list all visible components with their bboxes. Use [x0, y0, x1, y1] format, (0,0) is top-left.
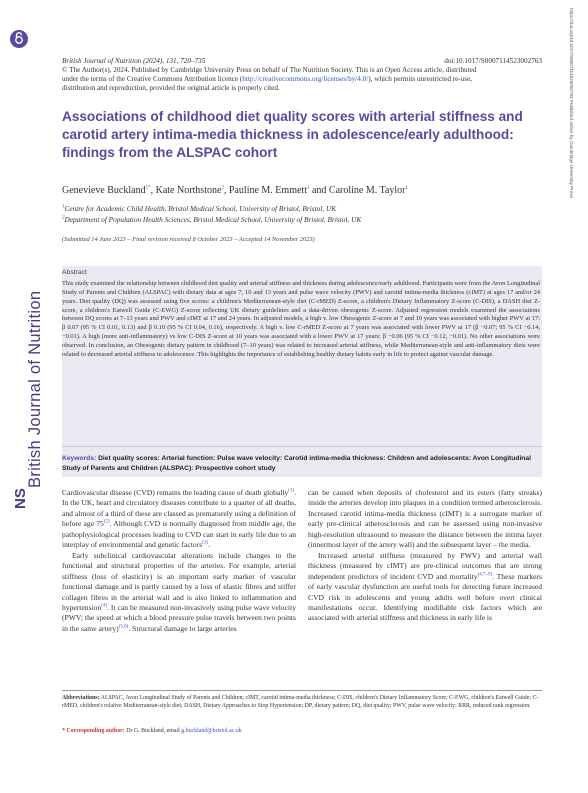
license-link[interactable]: http://creativecommons.org/licenses/by/4.0/ [242, 75, 369, 83]
submission-dates: (Submitted 14 June 2023 – Final revision received 8 October 2023 – Accepted 14 November 2023) [62, 236, 315, 243]
body-paragraph: Cardiovascular disease (CVD) remains the leading cause of death globally$^{(1)}$. In the UK, heart and circulatory diseases contribute to a quarter of all deaths, and almost of a third of these are classed as prematurely using a definition of before age 75$^{(2)}$. Although CVD is normally diagnosed from middle age, the pathophysiological processes leading to CVD can start in early life due to an interplay of environmental and genetic factors$^{(3)}$. [62, 488, 297, 550]
keywords-label: Keywords: [62, 455, 97, 462]
journal-name-vertical: British Journal of Nutrition [26, 290, 44, 488]
affiliations [62, 203, 542, 225]
article-title: Associations of childhood diet quality scores with arterial stiffness and carotid artery intima-media thickness in adolescence/early adulthood: findings from the ALSPAC cohort [62, 109, 523, 160]
body-column-right [308, 488, 542, 624]
doi-text[interactable]: doi:10.1017/S0007114523002763 [444, 57, 542, 65]
doi-side-strip[interactable]: https://doi.org/10.1017/S0007114523002763 Published online by Cambridge University Press [569, 8, 574, 198]
author-list: Genevieve Buckland$^{1*}$, Kate Northstone$^2$, Pauline M. Emmett$^1$ and Caroline M. Taylor$^1$ [62, 185, 409, 196]
copyright-line-2: under the terms of the Creative Commons Attribution licence (http://creativecommons.org/licenses/by/4.0/), which permits unrestricted re-use, [62, 75, 473, 83]
affiliation-2: $^2$Department of Population Health Sciences, Bristol Medical School, University of Bristol, Bristol, UK [62, 215, 362, 224]
keywords-text: Diet quality scores: Arterial function: Pulse wave velocity: Carotid intima-media thickness: Children and adolescents: Avon Longitudinal Study of Parents and Children (ALSPAC): Prospective cohort study [62, 455, 531, 472]
open-access-logo-icon [10, 30, 28, 48]
corresponding-author: * Corresponding author: Dr G. Buckland, email g.buckland@bristol.ac.uk [62, 728, 242, 734]
svg-text:NS: NS [12, 488, 29, 509]
body-paragraph: Early subclinical cardiovascular alterations include changes to the functional and structural properties of the arteries. For example, arterial stiffness (loss of elasticity) is an important early marker of vascular functional damage and is partly caused by a loss of elastic fibres and stiffer collagen fibres in the arterial wall and is also linked to inflammation and hypertension$^{(4)}$. It can be measured non-invasively using pulse wave velocity (PWV; the speed at which a blood pressure pulse travels between two points in the same artery)$^{(5,6)}$. Structural damage to large arteries [62, 550, 296, 633]
body-paragraph: can be caused when deposits of cholesterol and its esters (fatty streaks) inside the arteries develop into plaques in a condition termed atherosclerosis. Increased carotid intima-media thickness (cIMT) is a surrogate marker of early pre-clinical atherosclerosis and can be assessed using non-invasive high-resolution ultrasound to measure the distance between the intima layer (innermost layer of the artery wall) and the subsequent layer – the media. [308, 488, 542, 550]
affiliation-1: $^1$Centre for Academic Child Health, Bristol Medical School, University of Bristol, Bristol, UK [62, 204, 337, 213]
author-email-link[interactable]: g.buckland@bristol.ac.uk [181, 728, 242, 734]
copyright-line-1: © The Author(s), 2024. Published by Cambridge University Press on behalf of The Nutrition Society. This is an Open Access article, distributed [62, 66, 477, 74]
copyright-line-3: distribution and reproduction, provided the original article is properly cited. [62, 84, 280, 92]
footnote-divider [62, 690, 542, 691]
abstract-text: This study examined the relationship between childhood diet quality and arterial stiffness and thickness during adolescence/early adulthood. Participants were from the Avon Longitudinal Study of Parents and Children (ALSPAC) with dietary data at ages 7, 10 and 13 years and pulse wave velocity (PWV) and carotid intima-media thickness (cIMT) at ages 17 and/or 24 years. Diet quality (DQ) was assessed using five scores: a children's Mediterranean-style diet (C-rMED) Z-score, a children's Dietary Inflammatory Z-score (C-DIS), a DASH diet Z-score, a children's Eatwell Guide (C-EWG) Z-score reflecting UK dietary guidelines and a data-driven obesogenic Z-score. Adjusted regression models examined the associations between DQ scores at 7–13 years and PWV and cIMT at 17 and 24 years. In adjusted models, a high v. low Obesogenic Z-score at 7 and 10 years was associated with higher PWV at 17: β 0.07 (95 % CI 0.01, 0.13) and β 0.10 (95 % CI 0.04, 0.16), respectively. A high v. low C-rMED Z-score at 7 years was associated with lower PWV at 17 (β −0.07; 95 % CI −0.14, −0.01). A high (more anti-inflammatory) vs low C-DIS Z-score at 10 years was associated with a lower PWV at 17 years: β −0.06 (95 % CI −0.12, −0.01). No other associations were observed. In conclusion, an Obesogenic dietary pattern in childhood (7–10 years) was related to increased arterial stiffness, while Mediterranean-style and anti-inflammatory diets were related to decreased arterial stiffness in adolescence. This highlights the importance of establishing healthy dietary habits early in life to protect against vascular damage. [62, 280, 540, 358]
abstract-section [62, 266, 542, 446]
abbreviations-footnote: Abbreviations: ALSPAC, Avon Longitudinal Study of Parents and Children; cIMT, carotid intima-media thickness; C-DIS, children's Dietary Inflammatory Score; C-EWG, children's Eatwell Guide; C-rMED, children's relative Mediterranean-style diet; DASH, Dietary Approaches to Stop Hypertension; DP, dietary pattern; DQ, diet quality; PWV, pulse wave velocity; RRR, reduced rank regression. [62, 695, 539, 710]
nutrition-society-logo-icon [8, 488, 30, 510]
body-column-left [62, 488, 296, 634]
body-paragraph: Increased arterial stiffness (measured by PWV) and arterial wall thickness (measured by cIMT) are pre-clinical outcomes that are strong independent predictors of incident CVD and mortality$^{(4,7-9)}$. These markers of early vascular dysfunction are useful tools for detecting future increased CVD risk in adolescents and young adults well before overt clinical manifestations occur. Identifying modifiable risk factors which are associated with arterial stiffness and thickness in early life is [308, 550, 542, 623]
journal-citation: British Journal of Nutrition (2024), 131, 720–735 [62, 57, 206, 65]
abstract-heading: Abstract [62, 269, 87, 276]
keywords-section [62, 446, 542, 477]
article-header [62, 57, 542, 93]
